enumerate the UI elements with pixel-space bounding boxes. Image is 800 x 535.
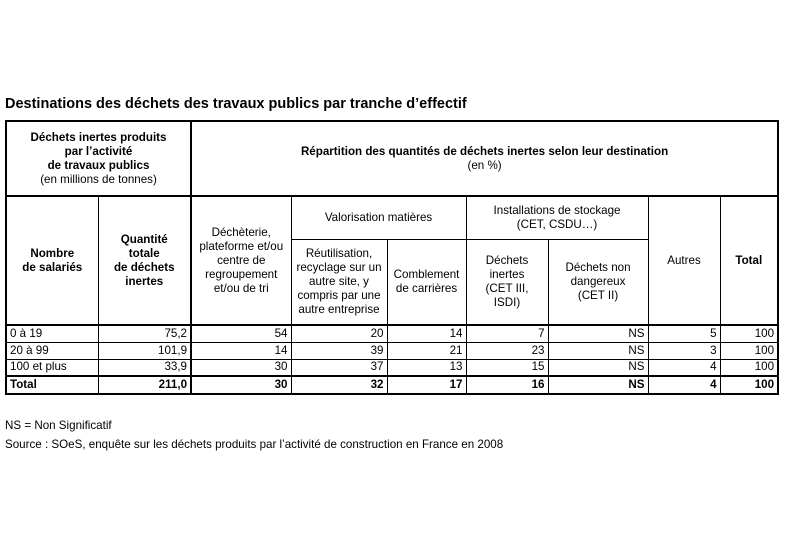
row-label: 100 et plus [6,359,98,376]
header-dechets-inertes: Déchets inertes (CET III, ISDI) [466,239,548,325]
header-row-2 [6,196,778,239]
total-reutilisation: 32 [291,376,387,394]
total-quantite: 211,0 [98,376,191,394]
cell-decheterie: 30 [191,359,291,376]
header-decheterie: Déchèterie, plateforme et/ou centre de regroupement et/ou de tri [191,196,291,325]
cell-quantite: 75,2 [98,325,191,342]
total-comblement: 17 [387,376,466,394]
note-ns: NS = Non Significatif [5,419,112,432]
cell-non-dangereux: NS [548,325,648,342]
cell-quantite: 33,9 [98,359,191,376]
table-row [6,359,778,376]
cell-comblement: 13 [387,359,466,376]
table-row [6,342,778,359]
cell-reutilisation: 39 [291,342,387,359]
header-total: Total [720,196,778,325]
total-inertes: 16 [466,376,548,394]
note-source: Source : SOeS, enquête sur les déchets produits par l’activité de construction en France en 2008 [5,438,504,451]
row-label: 20 à 99 [6,342,98,359]
cell-comblement: 14 [387,325,466,342]
cell-quantite: 101,9 [98,342,191,359]
cell-comblement: 21 [387,342,466,359]
footnotes [5,416,503,454]
cell-total: 100 [720,359,778,376]
cell-decheterie: 14 [191,342,291,359]
cell-autres: 4 [648,359,720,376]
cell-reutilisation: 37 [291,359,387,376]
header-valorisation: Valorisation matières [291,196,466,239]
cell-inertes: 15 [466,359,548,376]
header-left-group: Déchets inertes produits par l’activité de travaux publics (en millions de tonnes) [6,121,191,196]
cell-inertes: 7 [466,325,548,342]
header-non-dangereux: Déchets non dangereux (CET II) [548,239,648,325]
cell-inertes: 23 [466,342,548,359]
header-right-group: Répartition des quantités de déchets inertes selon leur destination (en %) [191,121,778,196]
row-label: 0 à 19 [6,325,98,342]
total-decheterie: 30 [191,376,291,394]
header-row-1 [6,121,778,196]
total-label: Total [6,376,98,394]
total-autres: 4 [648,376,720,394]
waste-destination-table [5,120,779,395]
cell-autres: 3 [648,342,720,359]
table-row [6,325,778,342]
total-total: 100 [720,376,778,394]
cell-non-dangereux: NS [548,359,648,376]
header-autres: Autres [648,196,720,325]
total-row [6,376,778,394]
header-reutilisation: Réutilisation, recyclage sur un autre site, y compris par une autre entreprise [291,239,387,325]
cell-non-dangereux: NS [548,342,648,359]
table-title: Destinations des déchets des travaux publics par tranche d’effectif [5,96,467,112]
cell-autres: 5 [648,325,720,342]
cell-total: 100 [720,325,778,342]
header-quantite-totale: Quantité totale de déchets inertes [98,196,191,325]
cell-total: 100 [720,342,778,359]
cell-decheterie: 54 [191,325,291,342]
total-non-dangereux: NS [548,376,648,394]
header-nombre-salaries: Nombre de salariés [6,196,98,325]
cell-reutilisation: 20 [291,325,387,342]
header-comblement: Comblement de carrières [387,239,466,325]
header-installations: Installations de stockage (CET, CSDU…) [466,196,648,239]
